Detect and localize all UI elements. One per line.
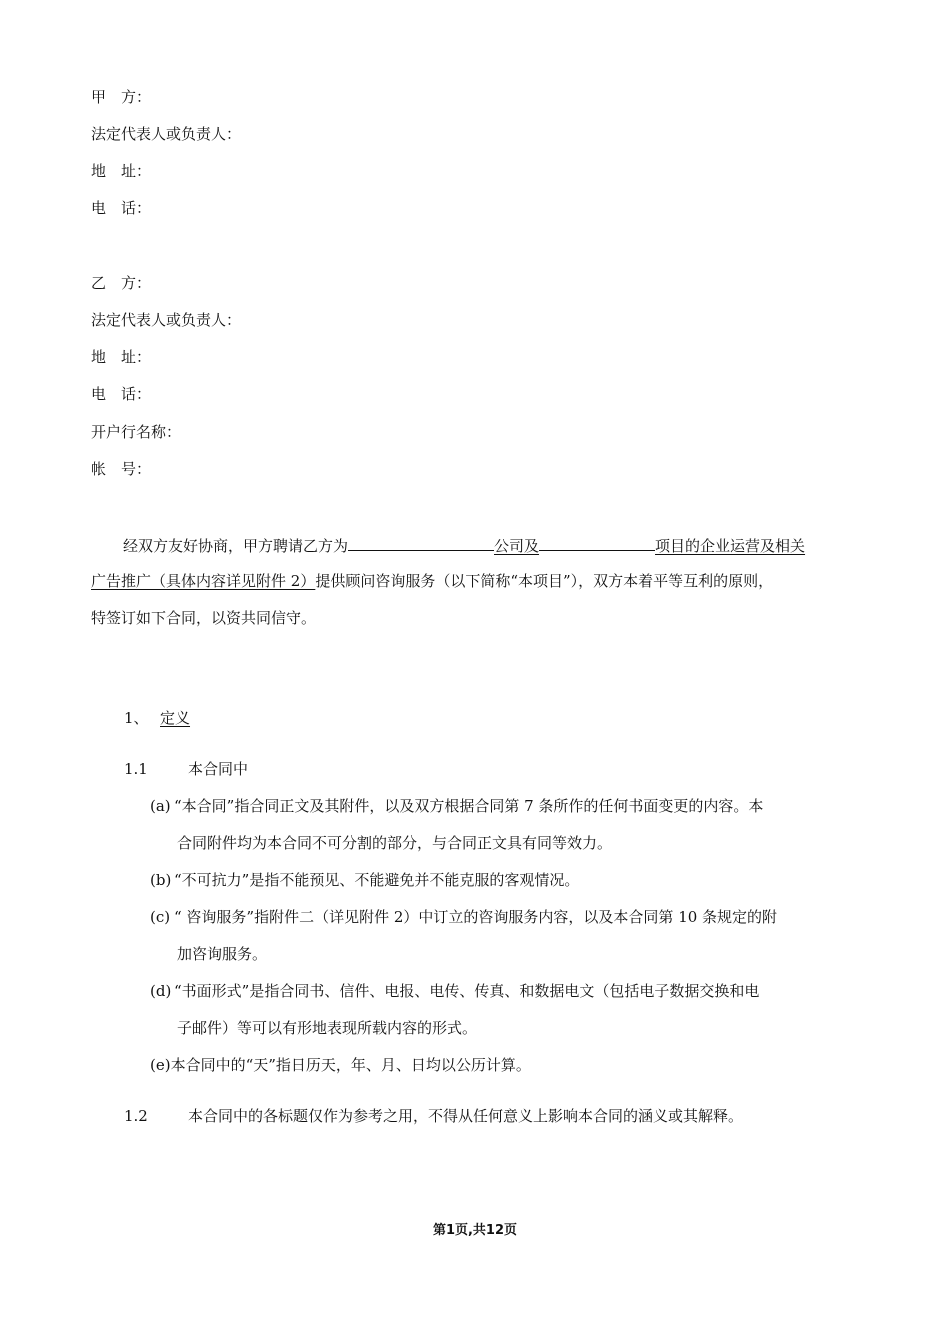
blank-company (348, 534, 494, 551)
party-b-bank: 开户行名称： (91, 423, 182, 441)
party-b-label: 乙 方： (91, 274, 152, 292)
party-a-phone: 电 话： (91, 199, 152, 217)
item-e-line-1: (e)本合同中的“天”指日历天，年、月、日均以公历计算。 (150, 1056, 531, 1074)
item-c-line-2: 加咨询服务。 (177, 945, 268, 963)
intro-line-2: 广告推广（具体内容详见附件 2）提供顾问咨询服务（以下简称“本项目”），双方本着平等互利的原则， (91, 572, 774, 590)
party-a-address: 地 址： (91, 162, 152, 180)
section-1-heading: 1、 定义 (124, 709, 191, 727)
item-a-line-2: 合同附件均为本合同不可分割的部分，与合同正文具有同等效力。 (177, 834, 613, 852)
party-a-label: 甲 方： (91, 88, 152, 106)
party-b-account: 帐 号： (91, 460, 152, 478)
item-d-line-2: 子邮件）等可以有形地表现所载内容的形式。 (177, 1019, 478, 1037)
clause-1-2: 1.2 本合同中的各标题仅作为参考之用，不得从任何意义上影响本合同的涵义或其解释。 (124, 1107, 744, 1125)
party-a-representative: 法定代表人或负责人： (91, 125, 242, 143)
party-b-representative: 法定代表人或负责人： (91, 311, 242, 329)
clause-1-1: 1.1 本合同中 (124, 760, 249, 778)
party-b-phone: 电 话： (91, 385, 152, 403)
item-a-line-1: (a) “本合同”指合同正文及其附件，以及双方根据合同第 7 条所作的任何书面变更的内容。本 (150, 797, 764, 815)
item-c-line-1: (c) “ 咨询服务”指附件二（详见附件 2）中订立的咨询服务内容，以及本合同第 10 条规定的附 (150, 908, 778, 926)
intro-line-3: 特签订如下合同，以资共同信守。 (91, 609, 317, 627)
page-footer: 第1页,共12页 (432, 1223, 518, 1238)
item-d-line-1: (d) “书面形式”是指合同书、信件、电报、电传、传真、和数据电文（包括电子数据交换和电 (150, 982, 760, 1000)
intro-line-1: 经双方友好协商，甲方聘请乙方为 公司及 项目的企业运营及相关 (91, 534, 861, 556)
item-b-line-1: (b) “不可抗力”是指不能预见、不能避免并不能克服的客观情况。 (150, 871, 580, 889)
blank-project (539, 534, 655, 551)
party-b-address: 地 址： (91, 348, 152, 366)
